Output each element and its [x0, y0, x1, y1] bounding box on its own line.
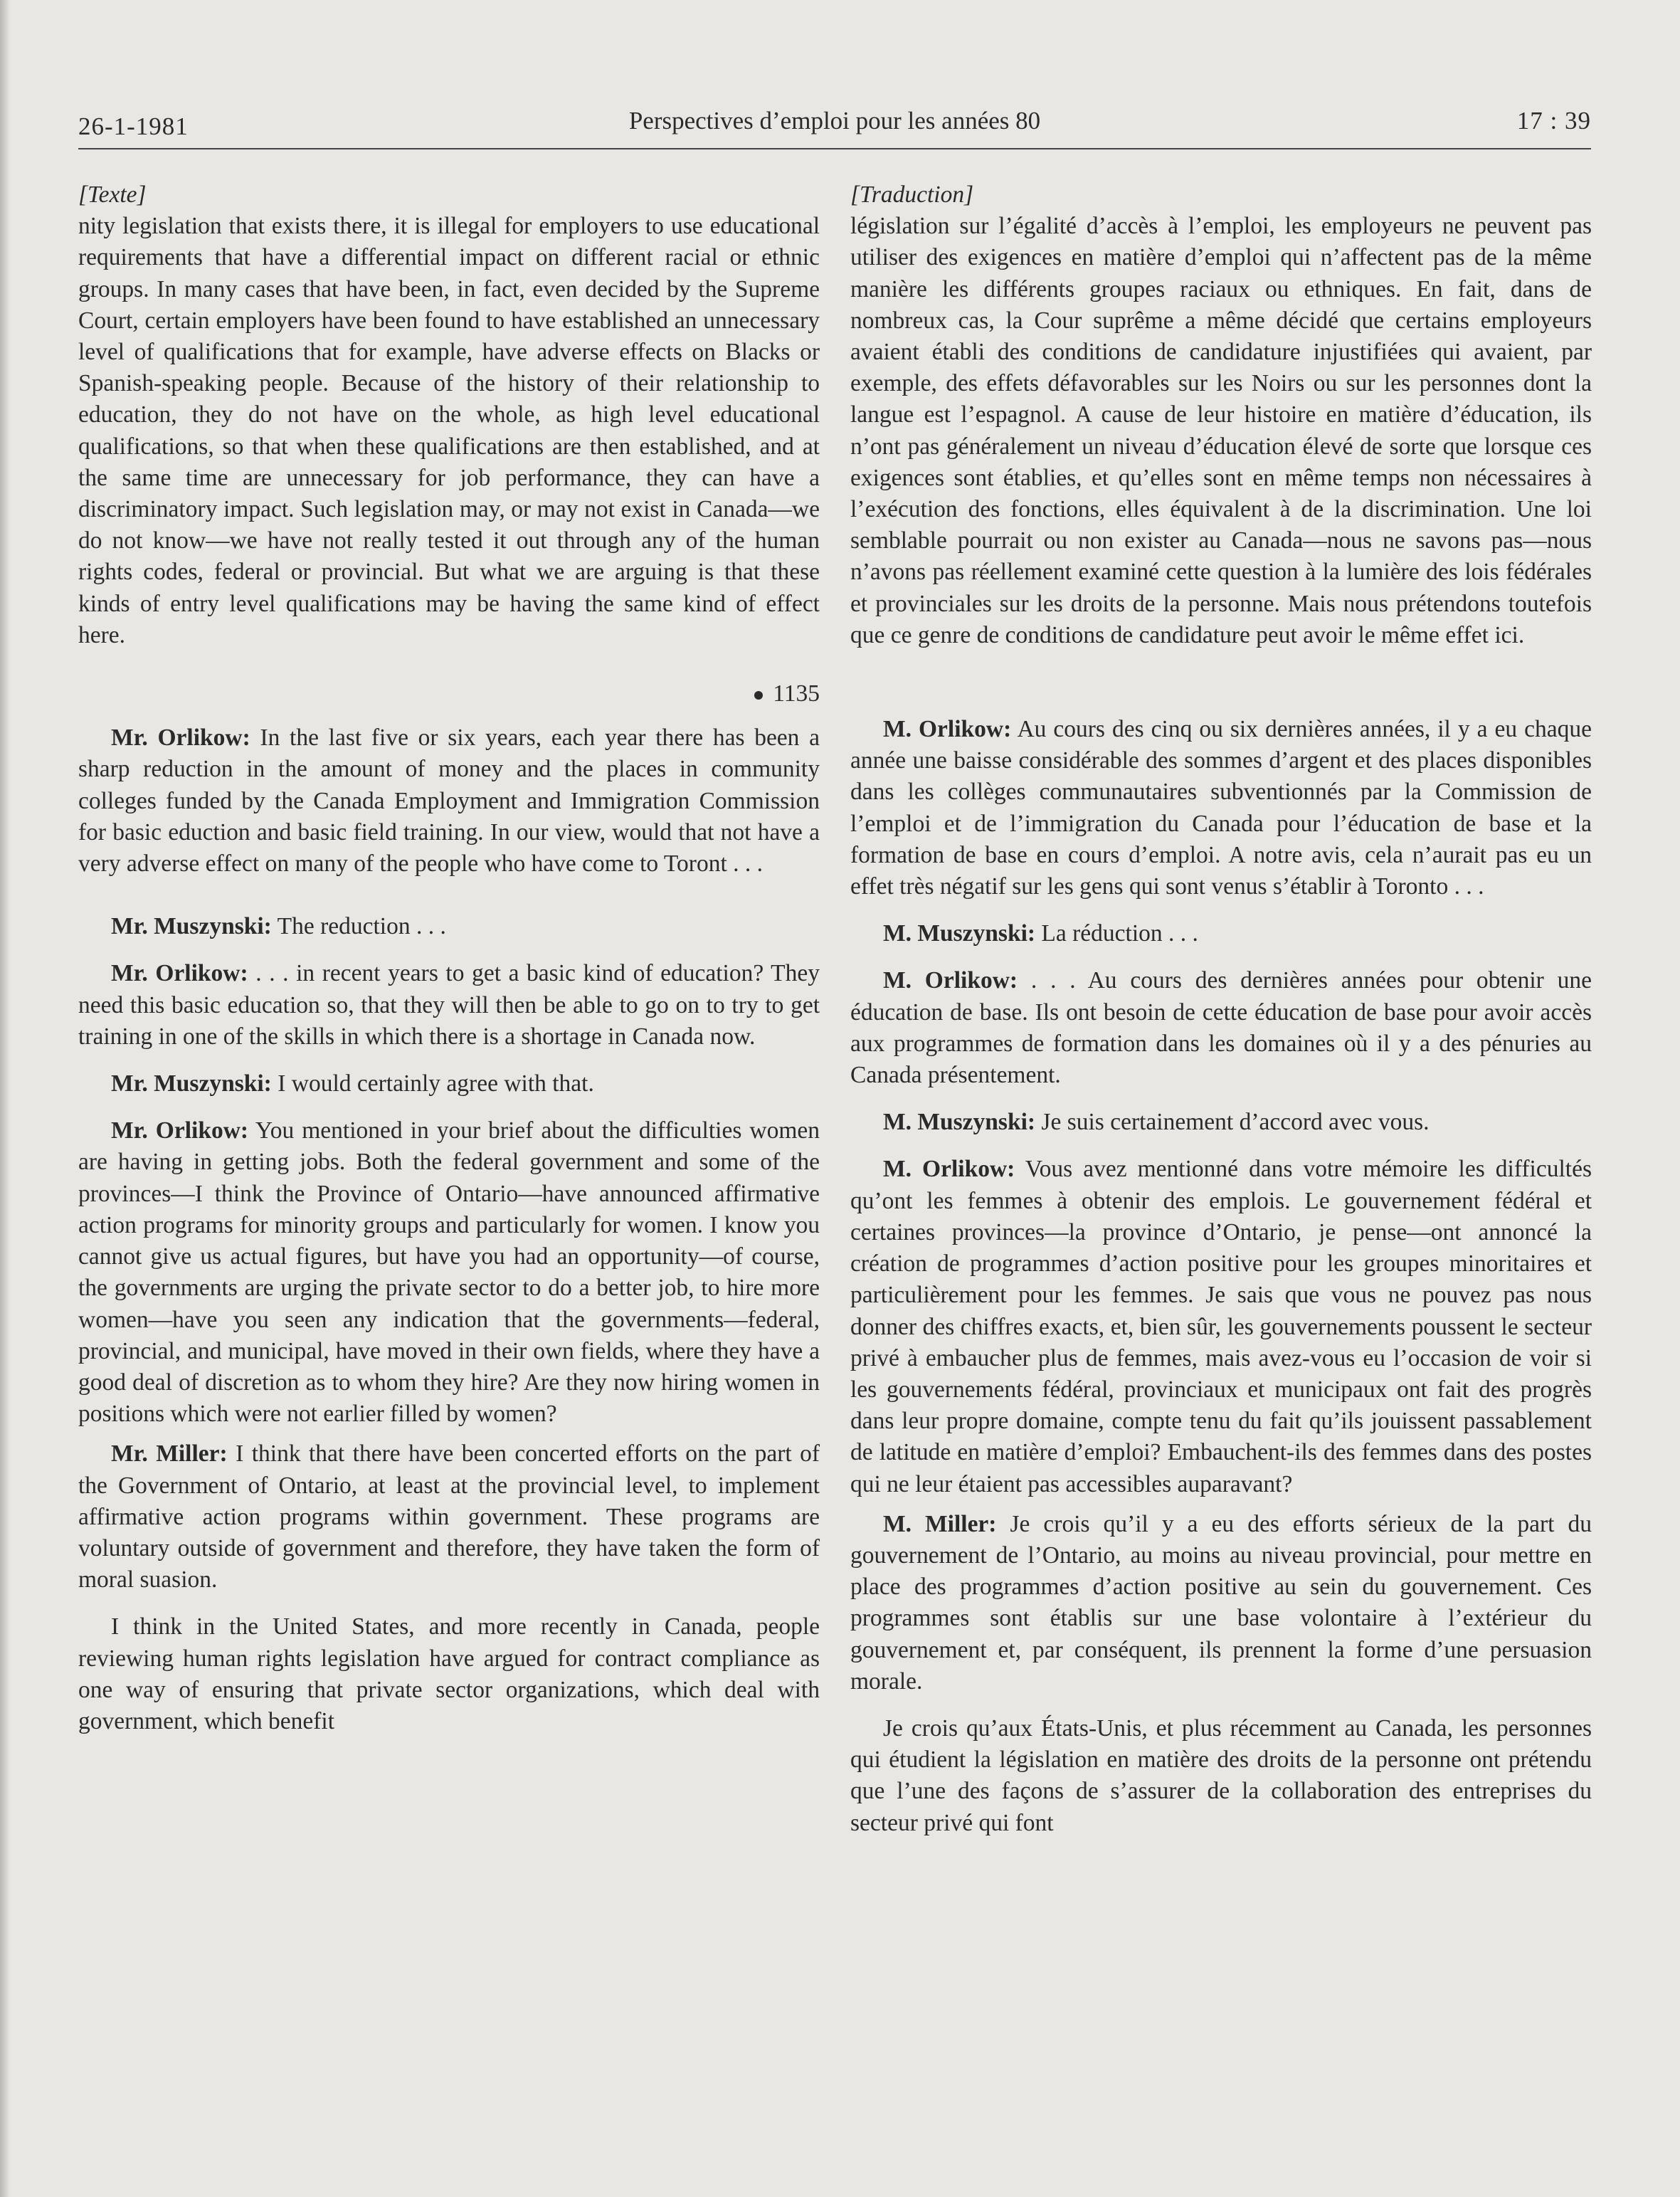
speech-muszynski-2	[850, 1107, 1592, 1138]
speaker-name: Mr. Muszynski:	[111, 913, 272, 940]
speech-text: Je suis certainement d’accord avec vous.	[1035, 1109, 1430, 1136]
speech-orlikow-1	[850, 714, 1592, 902]
speech-text: Je crois qu’il y a eu des efforts sérieux de la part du gouvernement de l’Ontario, au moins au niveau provincial, pour mettre en place des programmes d’action positive au sein du gouvernement. Ces programmes sont établis sur une base volontaire à l’extérieur du gouvernement et, par conséquent, ils prennent la forme d’une persuasion morale.	[850, 1510, 1592, 1695]
speaker-name: Mr. Orlikow:	[111, 960, 248, 987]
speech-orlikow-2	[78, 958, 820, 1053]
speech-miller-1	[850, 1509, 1592, 1697]
speaker-name: Mr. Orlikow:	[111, 725, 250, 752]
translation-marker: [Traduction]	[850, 181, 974, 208]
speaker-name: M. Orlikow:	[883, 716, 1012, 743]
speech-text: I think that there have been concerted efforts on the part of the Government of Ontario, at least at the provincial level, to implement affirmative action programs within government. These programs are voluntary outside of government and therefore, they have taken the form of moral suasion.	[78, 1440, 820, 1593]
speaker-name: M. Muszynski:	[883, 1109, 1036, 1136]
french-column	[850, 179, 1592, 1839]
speech-text: You mentioned in your brief about the difficulties women are having in getting jobs. Both the federal government and some of the provinces—I think the Province of Ontario—have announced affirmative action programs for minority groups and particularly for women. I know you cannot give us actual figures, but have you had an opportunity—of course, the governments are urging the private sector to do a better job, to hire more women—have you seen any indication that the governments—federal, provincial, and municipal, have moved in their own fields, where they have a good deal of discretion as to whom they hire? Are they now hiring women in positions which were not earlier filled by women?	[78, 1117, 820, 1428]
page-edge-shadow	[0, 0, 10, 2197]
speech-text: . . . in recent years to get a basic kind of education? They need this basic education so, that they will then be able to go on to try to get training in one of the skills in which there is a shortage in Canada now.	[78, 960, 820, 1050]
header-page-number: 17 : 39	[1516, 107, 1591, 135]
speech-orlikow-3	[78, 1115, 820, 1430]
speaker-name: M. Muszynski:	[883, 920, 1036, 947]
speech-text: Vous avez mentionné dans votre mémoire les difficultés qu’ont les femmes à obtenir des emplois. Le gouvernement fédéral et certaines provinces—la province d’Ontario, je pense—ont annoncé la création de programmes d’action positive pour les groupes minoritaires et particulièrement pour les femmes. Je sais que vous ne pouvez pas nous donner des chiffres exacts, et, bien sûr, les gouvernements poussent le secteur privé à embaucher plus de femmes, mais avez-vous eu l’occasion de voir si les gouvernements fédéral, provinciaux et municipaux ont fait des progrès dans leur propre domaine, compte tenu du fait qu’ils jouissent passablement de latitude en matière d’emploi? Embauchent-ils des femmes dans des postes qui ne leur étaient pas accessibles auparavant?	[850, 1156, 1592, 1497]
text-marker: [Texte]	[78, 181, 147, 208]
speech-muszynski-1	[78, 911, 820, 942]
speech-text: I would certainly agree with that.	[271, 1070, 594, 1097]
speech-miller-1	[78, 1438, 820, 1596]
speaker-name: M. Orlikow:	[883, 1156, 1015, 1183]
speech-text: The reduction . . .	[271, 913, 446, 940]
speech-muszynski-1	[850, 918, 1592, 949]
page-header	[78, 107, 1591, 147]
speaker-name: Mr. Muszynski:	[111, 1070, 272, 1097]
paragraph-last: I think in the United States, and more recently in Canada, people reviewing human rights legislation have argued for contract compliance as one way of ensuring that private sector organizations, which deal with government, which benefit	[78, 1613, 820, 1734]
time-stamp	[78, 678, 820, 710]
speaker-name: Mr. Orlikow:	[111, 1117, 249, 1144]
bullet-dot-icon	[754, 691, 763, 700]
speech-text: La réduction . . .	[1035, 920, 1198, 947]
header-rule	[78, 148, 1591, 149]
speech-text: Au cours des cinq ou six dernières années, il y a eu chaque année une baisse considérable des sommes d’argent et des places disponibles dans les collèges communautaires subventionnés par la Commission de l’emploi et de l’immigration du Canada pour l’éducation de base et la formation de base en cours d’emploi. A notre avis, cela n’aurait pas eu un effet très négatif sur les gens qui sont venus s’établir à Toronto . . .	[850, 716, 1592, 900]
paragraph-continued: nity legislation that exists there, it is illegal for employers to use educational requirements that have a differential impact on different racial or ethnic groups. In many cases that have been, in fact, even decided by the Supreme Court, certain employers have been found to have established an unnecessary level of qualifications that for example, have adverse effects on Blacks or Spanish-speaking people. Because of the history of their relationship to education, they do not have on the whole, as high level educational qualifications, so that when these qualifications are then established, and at the same time are unnecessary for job performance, they can have a discriminatory impact. Such legislation may, or may not exist in Canada—we do not know—we have not really tested it out through any of the human rights codes, federal or provincial. But what we are arguing is that these kinds of entry level qualifications may be having the same kind of effect here.	[78, 213, 820, 648]
paragraph-continued: législation sur l’égalité d’accès à l’emploi, les employeurs ne peuvent pas utiliser des exigences en matière d’emploi qui n’affectent pas de la même manière les différents groupes raciaux ou ethniques. En fait, dans de nombreux cas, la Cour suprême a même décidé que certains employeurs avaient établi des conditions de candidature injustifiées qui avaient, par exemple, des effets défavorables sur les Noirs ou sur les personnes dont la langue est l’espagnol. A cause de leur histoire en matière d’éducation, ils n’ont pas généralement un niveau d’éducation élevé de sorte que lorsque ces exigences sont établies, et qu’elles sont en même temps non nécessaires à l’exécution des fonctions, elles équivalent à de la discrimination. Une loi semblable pourrait ou non exister au Canada—nous ne savons pas—nous n’avons pas réellement examiné cette question à la lumière des lois fédérales et provinciales sur les droits de la personne. Mais nous prétendons toutefois que ce genre de conditions de candidature peut avoir le même effet ici.	[850, 213, 1592, 648]
english-column	[78, 179, 820, 1737]
speaker-name: M. Miller:	[883, 1510, 997, 1537]
speech-orlikow-1	[78, 722, 820, 880]
speech-muszynski-2	[78, 1068, 820, 1100]
speaker-name: Mr. Miller:	[111, 1440, 228, 1468]
paragraph-last: Je crois qu’aux États-Unis, et plus récemment au Canada, les personnes qui étudient la législation en matière des droits de la personne ont prétendu que l’une des façons de s’assurer de la collaboration des entreprises du secteur privé qui font	[850, 1714, 1592, 1836]
header-title: Perspectives d’emploi pour les années 80	[628, 107, 1041, 135]
column-spacer	[850, 651, 1592, 714]
speech-orlikow-2	[850, 965, 1592, 1091]
speaker-name: M. Orlikow:	[883, 967, 1018, 994]
header-date: 26-1-1981	[78, 112, 189, 140]
speech-orlikow-3	[850, 1154, 1592, 1500]
speech-text: . . . Au cours des dernières années pour obtenir une éducation de base. Ils ont besoin de cette éducation de base pour avoir accès aux programmes de formation dans les domaines où il y a des pénuries au Canada présentement.	[850, 967, 1592, 1089]
speech-text: In the last five or six years, each year there has been a sharp reduction in the amount of money and the places in community colleges funded by the Canada Employment and Immigration Commission for basic eduction and basic field training. In our view, would that not have a very adverse effect on many of the people who have come to Toront . . .	[78, 725, 820, 878]
time-stamp-value: 1135	[773, 680, 820, 707]
